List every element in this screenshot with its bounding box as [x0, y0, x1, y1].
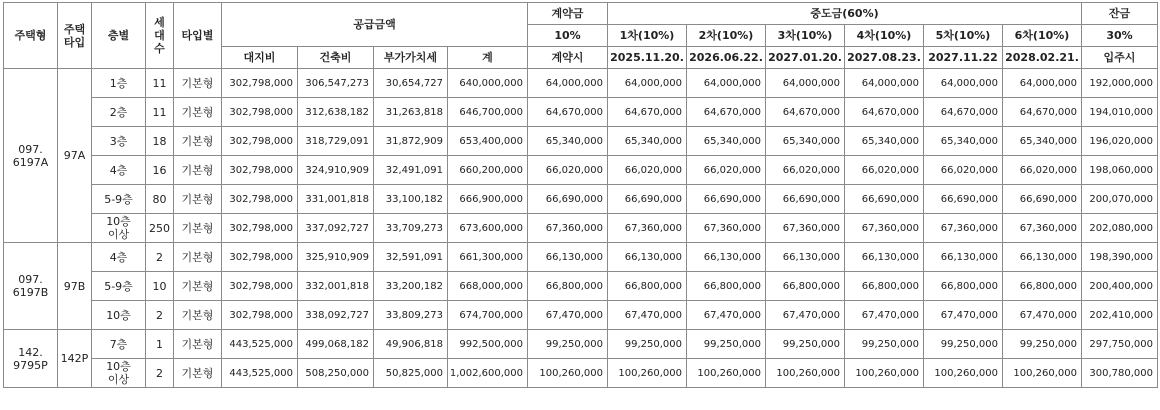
contract-cell: 67,360,000: [528, 214, 608, 243]
land-cell: 302,798,000: [222, 214, 298, 243]
vat-cell: 33,100,182: [374, 185, 448, 214]
vat-cell: 33,809,273: [374, 301, 448, 330]
table-row: [4, 272, 1158, 301]
vat-cell: 50,825,000: [374, 359, 448, 388]
installment-cell: 64,670,000: [845, 98, 924, 127]
table-row: [4, 98, 1158, 127]
contract-cell: 64,000,000: [528, 69, 608, 98]
installment-cell: 66,690,000: [766, 185, 845, 214]
header-installment-date: 2027.11.22: [924, 47, 1003, 69]
installment-cell: 66,690,000: [608, 185, 687, 214]
installment-cell: 99,250,000: [924, 330, 1003, 359]
balance-cell: 300,780,000: [1082, 359, 1158, 388]
units-cell: 11: [146, 98, 174, 127]
floor-cell: 1층: [92, 69, 146, 98]
kind-cell: 기본형: [174, 185, 222, 214]
installment-cell: 65,340,000: [766, 127, 845, 156]
units-cell: 18: [146, 127, 174, 156]
header-contract-pct: 10%: [528, 25, 608, 47]
house-type-line1: 097.: [18, 142, 43, 156]
floor-cell: [92, 214, 146, 243]
header-land: 대지비: [222, 47, 298, 69]
building-cell: 337,092,727: [298, 214, 374, 243]
balance-cell: 202,410,000: [1082, 301, 1158, 330]
kind-cell: 기본형: [174, 69, 222, 98]
installment-cell: 66,130,000: [687, 243, 766, 272]
installment-cell: 99,250,000: [845, 330, 924, 359]
installment-cell: 67,470,000: [924, 301, 1003, 330]
building-cell: 508,250,000: [298, 359, 374, 388]
units-cell: 80: [146, 185, 174, 214]
installment-cell: 66,020,000: [924, 156, 1003, 185]
land-cell: 302,798,000: [222, 127, 298, 156]
header-balance-pct: 30%: [1082, 25, 1158, 47]
vat-cell: 32,491,091: [374, 156, 448, 185]
house-type-line2: 9795P: [13, 358, 48, 372]
header-units-char: 수: [154, 42, 165, 55]
balance-cell: 194,010,000: [1082, 98, 1158, 127]
header-installment-label: 4차(10%): [845, 25, 924, 47]
floor-cell: 5-9층: [92, 185, 146, 214]
table-header: [4, 3, 1158, 69]
installment-cell: 65,340,000: [1003, 127, 1082, 156]
vat-cell: 33,709,273: [374, 214, 448, 243]
installment-cell: 66,130,000: [1003, 243, 1082, 272]
header-installment-date: 2026.06.22.: [687, 47, 766, 69]
total-cell: 673,600,000: [448, 214, 528, 243]
type-cell: 97B: [58, 243, 92, 330]
installment-cell: 66,020,000: [766, 156, 845, 185]
installment-cell: 64,000,000: [1003, 69, 1082, 98]
contract-cell: 66,690,000: [528, 185, 608, 214]
installment-cell: 66,800,000: [845, 272, 924, 301]
installment-cell: 66,690,000: [845, 185, 924, 214]
units-cell: 250: [146, 214, 174, 243]
total-cell: 992,500,000: [448, 330, 528, 359]
installment-cell: 66,800,000: [687, 272, 766, 301]
installment-cell: 64,670,000: [608, 98, 687, 127]
kind-cell: 기본형: [174, 214, 222, 243]
building-cell: 499,068,182: [298, 330, 374, 359]
installment-cell: 100,260,000: [845, 359, 924, 388]
total-cell: 660,200,000: [448, 156, 528, 185]
table-row: [4, 69, 1158, 98]
header-type-line2: 타입: [63, 35, 86, 49]
table-row: [4, 301, 1158, 330]
header-units-char: 대: [154, 29, 165, 42]
header-balance: 잔금: [1082, 3, 1158, 25]
installment-cell: 66,690,000: [924, 185, 1003, 214]
header-installment-label: 6차(10%): [1003, 25, 1082, 47]
header-house-type: 주택형: [4, 3, 58, 69]
installment-cell: 66,800,000: [924, 272, 1003, 301]
header-units: [146, 3, 174, 69]
balance-cell: 200,400,000: [1082, 272, 1158, 301]
land-cell: 302,798,000: [222, 243, 298, 272]
building-cell: 318,729,091: [298, 127, 374, 156]
header-units-char: 세: [154, 16, 165, 29]
total-cell: 668,000,000: [448, 272, 528, 301]
balance-cell: 198,060,000: [1082, 156, 1158, 185]
installment-cell: 67,360,000: [608, 214, 687, 243]
installment-cell: 99,250,000: [766, 330, 845, 359]
installment-cell: 65,340,000: [924, 127, 1003, 156]
floor-line1: 10층: [106, 215, 131, 228]
total-cell: 666,900,000: [448, 185, 528, 214]
installment-cell: 67,470,000: [766, 301, 845, 330]
header-installment-date: 2028.02.21.: [1003, 47, 1082, 69]
installment-cell: 66,690,000: [1003, 185, 1082, 214]
vat-cell: 33,200,182: [374, 272, 448, 301]
contract-cell: 66,130,000: [528, 243, 608, 272]
installment-cell: 99,250,000: [608, 330, 687, 359]
installment-cell: 66,800,000: [1003, 272, 1082, 301]
balance-cell: 202,080,000: [1082, 214, 1158, 243]
land-cell: 443,525,000: [222, 359, 298, 388]
total-cell: 646,700,000: [448, 98, 528, 127]
installment-cell: 67,470,000: [687, 301, 766, 330]
installment-cell: 66,020,000: [1003, 156, 1082, 185]
building-cell: 325,910,909: [298, 243, 374, 272]
installment-cell: 64,000,000: [687, 69, 766, 98]
installment-cell: 67,470,000: [608, 301, 687, 330]
installment-cell: 64,000,000: [845, 69, 924, 98]
contract-cell: 65,340,000: [528, 127, 608, 156]
units-cell: 2: [146, 301, 174, 330]
header-contract-when: 계약시: [528, 47, 608, 69]
table-row: [4, 127, 1158, 156]
floor-cell: 4층: [92, 243, 146, 272]
header-type-kind: 타입별: [174, 3, 222, 69]
table-row: [4, 185, 1158, 214]
contract-cell: 66,800,000: [528, 272, 608, 301]
units-cell: 16: [146, 156, 174, 185]
land-cell: 302,798,000: [222, 69, 298, 98]
type-cell: 97A: [58, 69, 92, 243]
kind-cell: 기본형: [174, 98, 222, 127]
units-cell: 10: [146, 272, 174, 301]
installment-cell: 66,800,000: [608, 272, 687, 301]
land-cell: 443,525,000: [222, 330, 298, 359]
total-cell: 640,000,000: [448, 69, 528, 98]
header-contract: 계약금: [528, 3, 608, 25]
table-row: [4, 243, 1158, 272]
vat-cell: 49,906,818: [374, 330, 448, 359]
header-floor: 층별: [92, 3, 146, 69]
table-row: [4, 359, 1158, 388]
total-cell: 653,400,000: [448, 127, 528, 156]
floor-cell: 2층: [92, 98, 146, 127]
installment-cell: 66,800,000: [766, 272, 845, 301]
installment-cell: 66,130,000: [845, 243, 924, 272]
contract-cell: 64,670,000: [528, 98, 608, 127]
building-cell: 338,092,727: [298, 301, 374, 330]
installment-cell: 67,470,000: [845, 301, 924, 330]
table-body: [4, 69, 1158, 388]
land-cell: 302,798,000: [222, 301, 298, 330]
installment-cell: 65,340,000: [687, 127, 766, 156]
house-type-line2: 6197B: [12, 286, 49, 299]
installment-cell: 64,670,000: [1003, 98, 1082, 127]
installment-cell: 65,340,000: [845, 127, 924, 156]
installment-cell: 67,360,000: [766, 214, 845, 243]
house-type-line1: 142.: [18, 345, 43, 359]
kind-cell: 기본형: [174, 127, 222, 156]
kind-cell: 기본형: [174, 156, 222, 185]
installment-cell: 67,360,000: [845, 214, 924, 243]
price-table-container: [3, 2, 1158, 388]
installment-cell: 65,340,000: [608, 127, 687, 156]
installment-cell: 67,470,000: [1003, 301, 1082, 330]
installment-cell: 67,360,000: [687, 214, 766, 243]
installment-cell: 64,000,000: [924, 69, 1003, 98]
installment-cell: 99,250,000: [687, 330, 766, 359]
floor-cell: 3층: [92, 127, 146, 156]
header-middle: 중도금(60%): [608, 3, 1082, 25]
header-building: 건축비: [298, 47, 374, 69]
vat-cell: 31,263,818: [374, 98, 448, 127]
header-vat: 부가가치세: [374, 47, 448, 69]
floor-cell: 5-9층: [92, 272, 146, 301]
units-cell: 2: [146, 359, 174, 388]
installment-cell: 67,360,000: [1003, 214, 1082, 243]
installment-cell: 66,130,000: [608, 243, 687, 272]
floor-cell: 10층: [92, 301, 146, 330]
header-installment-date: 2025.11.20.: [608, 47, 687, 69]
installment-cell: 66,130,000: [924, 243, 1003, 272]
installment-cell: 66,130,000: [766, 243, 845, 272]
installment-cell: 66,690,000: [687, 185, 766, 214]
installment-cell: 64,000,000: [608, 69, 687, 98]
header-total: 계: [448, 47, 528, 69]
balance-cell: 200,070,000: [1082, 185, 1158, 214]
installment-cell: 100,260,000: [608, 359, 687, 388]
vat-cell: 30,654,727: [374, 69, 448, 98]
header-installment-date: 2027.08.23.: [845, 47, 924, 69]
table-row: [4, 330, 1158, 359]
table-row: [4, 156, 1158, 185]
balance-cell: 297,750,000: [1082, 330, 1158, 359]
header-balance-when: 입주시: [1082, 47, 1158, 69]
land-cell: 302,798,000: [222, 185, 298, 214]
contract-cell: 66,020,000: [528, 156, 608, 185]
header-installment-label: 3차(10%): [766, 25, 845, 47]
installment-cell: 64,000,000: [766, 69, 845, 98]
land-cell: 302,798,000: [222, 156, 298, 185]
kind-cell: 기본형: [174, 330, 222, 359]
house-type-cell: [4, 330, 58, 388]
installment-cell: 64,670,000: [924, 98, 1003, 127]
balance-cell: 192,000,000: [1082, 69, 1158, 98]
vat-cell: 31,872,909: [374, 127, 448, 156]
building-cell: 306,547,273: [298, 69, 374, 98]
vat-cell: 32,591,091: [374, 243, 448, 272]
installment-cell: 66,020,000: [608, 156, 687, 185]
supply-price-table: [3, 2, 1158, 388]
installment-cell: 99,250,000: [1003, 330, 1082, 359]
installment-cell: 67,360,000: [924, 214, 1003, 243]
house-type-line1: 097.: [18, 273, 43, 286]
floor-line1: 10층: [106, 360, 131, 373]
installment-cell: 100,260,000: [766, 359, 845, 388]
building-cell: 332,001,818: [298, 272, 374, 301]
header-installment-label: 1차(10%): [608, 25, 687, 47]
building-cell: 331,001,818: [298, 185, 374, 214]
floor-cell: 4층: [92, 156, 146, 185]
header-type: [58, 3, 92, 69]
installment-cell: 100,260,000: [1003, 359, 1082, 388]
house-type-cell: [4, 69, 58, 243]
building-cell: 324,910,909: [298, 156, 374, 185]
kind-cell: 기본형: [174, 359, 222, 388]
table-row: [4, 214, 1158, 243]
units-cell: 2: [146, 243, 174, 272]
total-cell: 1,002,600,000: [448, 359, 528, 388]
installment-cell: 64,670,000: [687, 98, 766, 127]
kind-cell: 기본형: [174, 243, 222, 272]
installment-cell: 66,020,000: [845, 156, 924, 185]
type-cell: 142P: [58, 330, 92, 388]
land-cell: 302,798,000: [222, 98, 298, 127]
contract-cell: 99,250,000: [528, 330, 608, 359]
units-cell: 1: [146, 330, 174, 359]
floor-line2: 이상: [107, 373, 130, 386]
kind-cell: 기본형: [174, 301, 222, 330]
floor-line2: 이상: [107, 228, 130, 241]
floor-cell: 7층: [92, 330, 146, 359]
land-cell: 302,798,000: [222, 272, 298, 301]
header-installment-date: 2027.01.20.: [766, 47, 845, 69]
installment-cell: 66,020,000: [687, 156, 766, 185]
contract-cell: 67,470,000: [528, 301, 608, 330]
house-type-line2: 6197A: [12, 155, 49, 169]
installment-cell: 64,670,000: [766, 98, 845, 127]
floor-cell: [92, 359, 146, 388]
units-cell: 11: [146, 69, 174, 98]
kind-cell: 기본형: [174, 272, 222, 301]
installment-cell: 100,260,000: [924, 359, 1003, 388]
header-installment-label: 2차(10%): [687, 25, 766, 47]
house-type-cell: [4, 243, 58, 330]
contract-cell: 100,260,000: [528, 359, 608, 388]
total-cell: 661,300,000: [448, 243, 528, 272]
installment-cell: 100,260,000: [687, 359, 766, 388]
balance-cell: 196,020,000: [1082, 127, 1158, 156]
building-cell: 312,638,182: [298, 98, 374, 127]
total-cell: 674,700,000: [448, 301, 528, 330]
header-installment-label: 5차(10%): [924, 25, 1003, 47]
balance-cell: 198,390,000: [1082, 243, 1158, 272]
header-supply: 공급금액: [222, 3, 528, 47]
header-type-line1: 주택: [63, 22, 86, 36]
